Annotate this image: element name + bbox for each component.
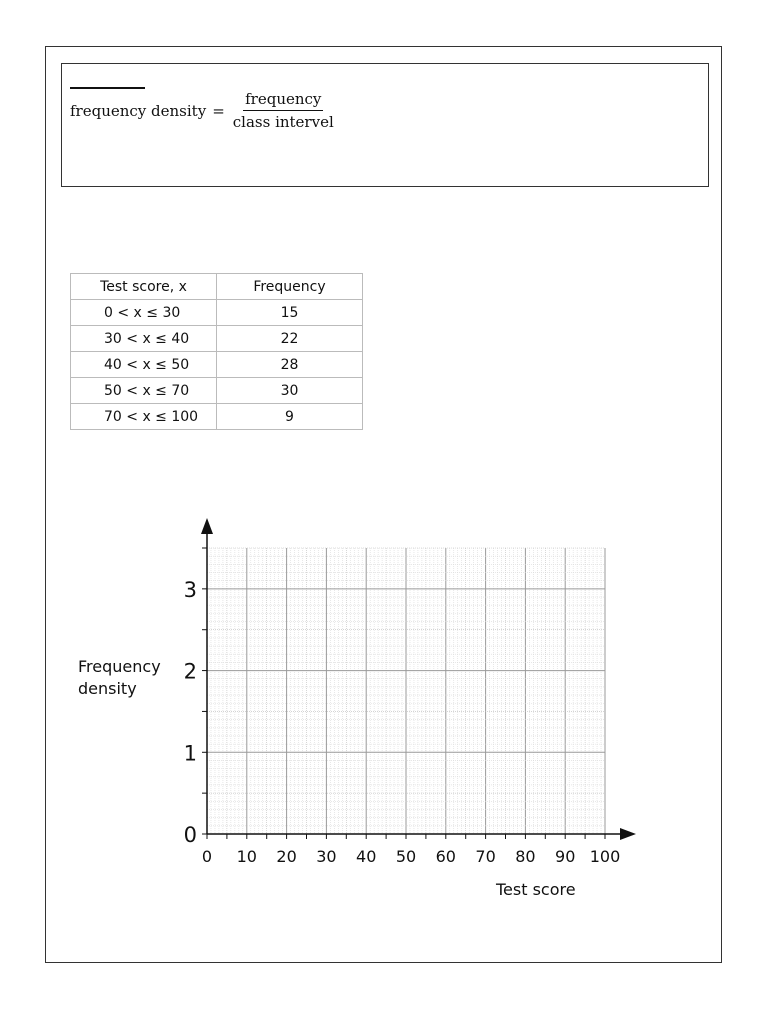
formula-numerator: frequency [243,90,323,111]
x-axis-label: Test score [496,880,576,899]
y-axis-arrow [201,518,213,534]
x-tick-label: 30 [316,847,337,866]
x-tick-label: 70 [475,847,496,866]
table-cell-interval: 50 < x ≤ 70 [71,378,217,404]
table-cell-frequency: 30 [217,378,363,404]
formula-lhs: frequency density [70,101,207,120]
x-tick-label: 100 [589,847,621,866]
table-cell-interval: 40 < x ≤ 50 [71,352,217,378]
table-cell-interval: 0 < x ≤ 30 [71,300,217,326]
y-axis-label: Frequency density [78,657,161,698]
table-header-frequency: Frequency [217,274,363,300]
table-cell-frequency: 9 [217,404,363,430]
x-axis-arrow [620,828,636,840]
table-header-test-score: Test score, x [71,274,217,300]
table-cell-interval: 70 < x ≤ 100 [71,404,217,430]
table-cell-frequency: 22 [217,326,363,352]
x-tick-label: 20 [276,847,297,866]
table-cell-interval: 30 < x ≤ 40 [71,326,217,352]
x-tick-label: 50 [395,847,417,866]
formula-denominator: class intervel [232,113,334,131]
y-tick-label: 2 [183,659,197,684]
x-tick-label: 10 [236,847,257,866]
y-tick-label: 1 [183,741,197,766]
table-cell-frequency: 15 [217,300,363,326]
formula-equals: = [212,101,225,120]
x-tick-label: 90 [555,847,576,866]
table-cell-frequency: 28 [217,352,363,378]
x-tick-label: 80 [515,847,536,866]
y-tick-label: 0 [183,823,197,847]
x-tick-label: 60 [435,847,456,866]
y-tick-label: 3 [183,577,197,602]
x-tick-label: 0 [201,847,213,866]
x-tick-label: 40 [356,847,377,866]
